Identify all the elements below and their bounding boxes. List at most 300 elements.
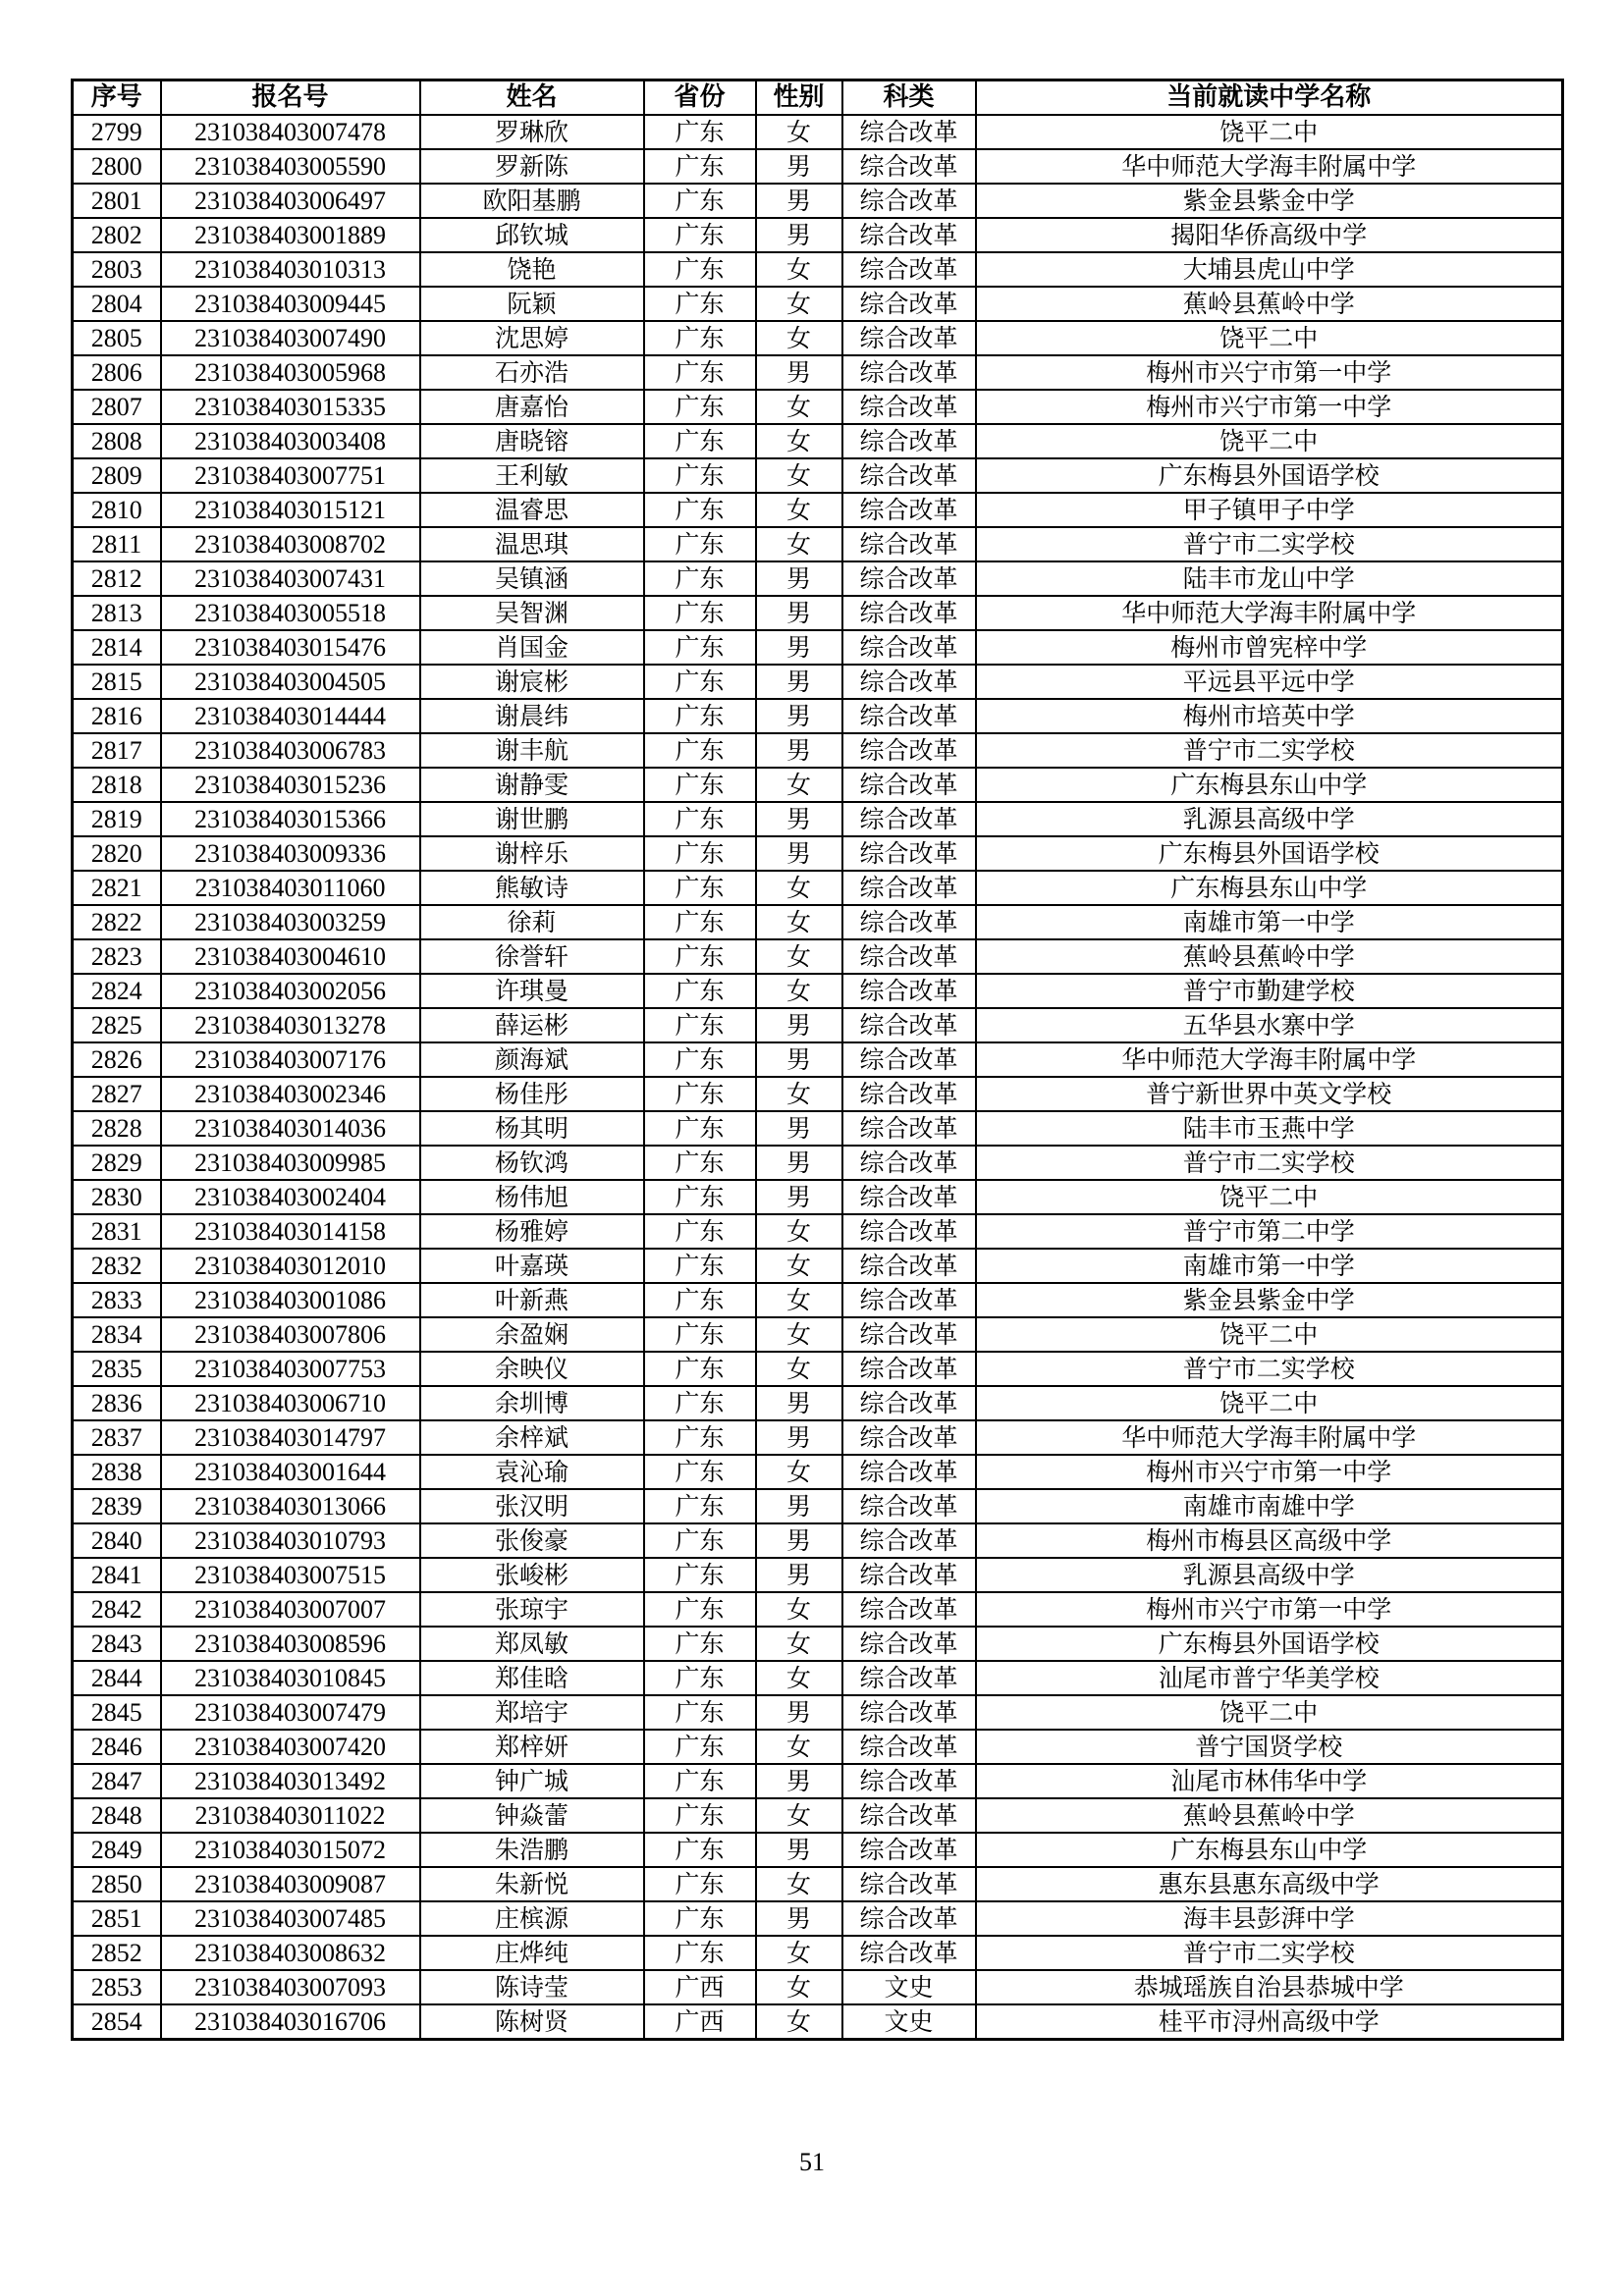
registration-number-cell: 231038403007478: [161, 115, 420, 149]
serial-number-cell: 2822: [73, 905, 161, 939]
registration-number-cell: 231038403011022: [161, 1798, 420, 1833]
registration-number-cell: 231038403001889: [161, 218, 420, 252]
table-row: [73, 1180, 1563, 1214]
serial-number-cell: 2801: [73, 184, 161, 218]
registration-number-cell: 231038403007490: [161, 321, 420, 355]
registration-number-cell: 231038403009445: [161, 287, 420, 321]
table-body: [73, 115, 1563, 2040]
gender-cell: 女: [756, 1214, 842, 1249]
province-cell: 广东: [644, 287, 756, 321]
registration-number-cell: 231038403014444: [161, 699, 420, 733]
serial-number-cell: 2813: [73, 596, 161, 630]
registration-number-cell: 231038403007007: [161, 1592, 420, 1627]
registration-number-cell: 231038403012010: [161, 1249, 420, 1283]
province-cell: 广东: [644, 871, 756, 905]
province-cell: 广东: [644, 1867, 756, 1901]
registration-number-cell: 231038403007431: [161, 561, 420, 596]
province-cell: 广东: [644, 733, 756, 768]
serial-number-cell: 2820: [73, 836, 161, 871]
name-cell: 吴镇涵: [420, 561, 644, 596]
subject-category-cell: 综合改革: [842, 1249, 976, 1283]
serial-number-cell: 2838: [73, 1455, 161, 1489]
subject-category-cell: 文史: [842, 2004, 976, 2040]
name-cell: 谢世鹏: [420, 802, 644, 836]
province-cell: 广东: [644, 493, 756, 527]
subject-category-cell: 综合改革: [842, 1146, 976, 1180]
province-cell: 广东: [644, 115, 756, 149]
school-cell: 普宁市二实学校: [976, 527, 1563, 561]
table-row: [73, 596, 1563, 630]
subject-category-cell: 综合改革: [842, 1455, 976, 1489]
name-cell: 杨钦鸿: [420, 1146, 644, 1180]
province-cell: 广东: [644, 1833, 756, 1867]
province-cell: 广东: [644, 561, 756, 596]
name-cell: 余映仪: [420, 1352, 644, 1386]
school-cell: 饶平二中: [976, 424, 1563, 458]
name-cell: 叶嘉瑛: [420, 1249, 644, 1283]
name-cell: 郑凤敏: [420, 1627, 644, 1661]
gender-cell: 男: [756, 836, 842, 871]
serial-number-cell: 2829: [73, 1146, 161, 1180]
name-cell: 薛运彬: [420, 1008, 644, 1042]
serial-number-cell: 2842: [73, 1592, 161, 1627]
table-row: [73, 699, 1563, 733]
province-cell: 广东: [644, 1180, 756, 1214]
registration-number-cell: 231038403007176: [161, 1042, 420, 1077]
school-cell: 大埔县虎山中学: [976, 252, 1563, 287]
header-gender: 性别: [756, 80, 842, 116]
school-cell: 南雄市第一中学: [976, 1249, 1563, 1283]
province-cell: 广东: [644, 699, 756, 733]
school-cell: 蕉岭县蕉岭中学: [976, 287, 1563, 321]
subject-category-cell: 综合改革: [842, 1695, 976, 1730]
table-row: [73, 1695, 1563, 1730]
registration-number-cell: 231038403008596: [161, 1627, 420, 1661]
subject-category-cell: 综合改革: [842, 424, 976, 458]
table-row: [73, 1558, 1563, 1592]
school-cell: 广东梅县东山中学: [976, 871, 1563, 905]
subject-category-cell: 综合改革: [842, 596, 976, 630]
subject-category-cell: 综合改革: [842, 1386, 976, 1420]
gender-cell: 女: [756, 321, 842, 355]
province-cell: 广东: [644, 1627, 756, 1661]
gender-cell: 女: [756, 1867, 842, 1901]
registration-number-cell: 231038403003259: [161, 905, 420, 939]
school-cell: 蕉岭县蕉岭中学: [976, 939, 1563, 974]
table-row: [73, 1523, 1563, 1558]
name-cell: 颜海斌: [420, 1042, 644, 1077]
table-row: [73, 1970, 1563, 2004]
name-cell: 杨其明: [420, 1111, 644, 1146]
subject-category-cell: 综合改革: [842, 905, 976, 939]
serial-number-cell: 2833: [73, 1283, 161, 1317]
school-cell: 普宁市勤建学校: [976, 974, 1563, 1008]
province-cell: 广东: [644, 424, 756, 458]
gender-cell: 女: [756, 1798, 842, 1833]
name-cell: 谢晨纬: [420, 699, 644, 733]
gender-cell: 男: [756, 218, 842, 252]
subject-category-cell: 综合改革: [842, 665, 976, 699]
gender-cell: 女: [756, 1661, 842, 1695]
serial-number-cell: 2844: [73, 1661, 161, 1695]
registration-number-cell: 231038403004505: [161, 665, 420, 699]
name-cell: 石亦浩: [420, 355, 644, 390]
table-row: [73, 1283, 1563, 1317]
school-cell: 梅州市培英中学: [976, 699, 1563, 733]
gender-cell: 男: [756, 561, 842, 596]
school-cell: 华中师范大学海丰附属中学: [976, 1420, 1563, 1455]
subject-category-cell: 综合改革: [842, 184, 976, 218]
table-row: [73, 115, 1563, 149]
gender-cell: 女: [756, 974, 842, 1008]
name-cell: 温思琪: [420, 527, 644, 561]
gender-cell: 女: [756, 458, 842, 493]
table-row: [73, 665, 1563, 699]
gender-cell: 女: [756, 424, 842, 458]
school-cell: 恭城瑶族自治县恭城中学: [976, 1970, 1563, 2004]
name-cell: 熊敏诗: [420, 871, 644, 905]
registration-number-cell: 231038403013066: [161, 1489, 420, 1523]
serial-number-cell: 2831: [73, 1214, 161, 1249]
name-cell: 欧阳基鹏: [420, 184, 644, 218]
subject-category-cell: 综合改革: [842, 939, 976, 974]
school-cell: 广东梅县外国语学校: [976, 836, 1563, 871]
serial-number-cell: 2826: [73, 1042, 161, 1077]
gender-cell: 男: [756, 1764, 842, 1798]
table-row: [73, 1317, 1563, 1352]
subject-category-cell: 综合改革: [842, 1558, 976, 1592]
province-cell: 广西: [644, 1970, 756, 2004]
table-row: [73, 1420, 1563, 1455]
province-cell: 广东: [644, 1386, 756, 1420]
table-row: [73, 2004, 1563, 2040]
school-cell: 华中师范大学海丰附属中学: [976, 149, 1563, 184]
province-cell: 广东: [644, 355, 756, 390]
school-cell: 梅州市兴宁市第一中学: [976, 390, 1563, 424]
header-name: 姓名: [420, 80, 644, 116]
registration-number-cell: 231038403015121: [161, 493, 420, 527]
gender-cell: 男: [756, 1042, 842, 1077]
school-cell: 紫金县紫金中学: [976, 1283, 1563, 1317]
admission-list-table: [71, 79, 1564, 2041]
subject-category-cell: 综合改革: [842, 1180, 976, 1214]
registration-number-cell: 231038403014797: [161, 1420, 420, 1455]
serial-number-cell: 2814: [73, 630, 161, 665]
gender-cell: 女: [756, 390, 842, 424]
gender-cell: 男: [756, 355, 842, 390]
subject-category-cell: 综合改革: [842, 218, 976, 252]
serial-number-cell: 2847: [73, 1764, 161, 1798]
serial-number-cell: 2808: [73, 424, 161, 458]
school-cell: 饶平二中: [976, 115, 1563, 149]
registration-number-cell: 231038403009985: [161, 1146, 420, 1180]
gender-cell: 女: [756, 1317, 842, 1352]
table-row: [73, 561, 1563, 596]
school-cell: 普宁国贤学校: [976, 1730, 1563, 1764]
subject-category-cell: 综合改革: [842, 493, 976, 527]
gender-cell: 女: [756, 493, 842, 527]
table-row: [73, 527, 1563, 561]
subject-category-cell: 综合改革: [842, 527, 976, 561]
province-cell: 广东: [644, 1936, 756, 1970]
school-cell: 普宁市二实学校: [976, 1146, 1563, 1180]
province-cell: 广东: [644, 1352, 756, 1386]
province-cell: 广东: [644, 1249, 756, 1283]
school-cell: 梅州市梅县区高级中学: [976, 1523, 1563, 1558]
school-cell: 紫金县紫金中学: [976, 184, 1563, 218]
gender-cell: 男: [756, 1386, 842, 1420]
registration-number-cell: 231038403008632: [161, 1936, 420, 1970]
school-cell: 梅州市兴宁市第一中学: [976, 355, 1563, 390]
name-cell: 陈树贤: [420, 2004, 644, 2040]
serial-number-cell: 2841: [73, 1558, 161, 1592]
province-cell: 广东: [644, 527, 756, 561]
gender-cell: 男: [756, 1833, 842, 1867]
serial-number-cell: 2837: [73, 1420, 161, 1455]
registration-number-cell: 231038403005518: [161, 596, 420, 630]
registration-number-cell: 231038403006783: [161, 733, 420, 768]
subject-category-cell: 综合改革: [842, 458, 976, 493]
name-cell: 饶艳: [420, 252, 644, 287]
table-row: [73, 184, 1563, 218]
name-cell: 徐莉: [420, 905, 644, 939]
school-cell: 普宁市二实学校: [976, 733, 1563, 768]
name-cell: 谢丰航: [420, 733, 644, 768]
table-row: [73, 1764, 1563, 1798]
subject-category-cell: 综合改革: [842, 836, 976, 871]
subject-category-cell: 综合改革: [842, 802, 976, 836]
subject-category-cell: 综合改革: [842, 1798, 976, 1833]
registration-number-cell: 231038403009087: [161, 1867, 420, 1901]
table-row: [73, 768, 1563, 802]
name-cell: 吴智渊: [420, 596, 644, 630]
subject-category-cell: 综合改革: [842, 1042, 976, 1077]
name-cell: 谢梓乐: [420, 836, 644, 871]
registration-number-cell: 231038403001086: [161, 1283, 420, 1317]
registration-number-cell: 231038403015335: [161, 390, 420, 424]
serial-number-cell: 2824: [73, 974, 161, 1008]
province-cell: 广东: [644, 1558, 756, 1592]
registration-number-cell: 231038403002346: [161, 1077, 420, 1111]
table-row: [73, 1798, 1563, 1833]
province-cell: 广东: [644, 1317, 756, 1352]
table-row: [73, 218, 1563, 252]
province-cell: 广东: [644, 1661, 756, 1695]
subject-category-cell: 综合改革: [842, 1283, 976, 1317]
table-row: [73, 733, 1563, 768]
province-cell: 广东: [644, 802, 756, 836]
table-row: [73, 802, 1563, 836]
school-cell: 广东梅县东山中学: [976, 1833, 1563, 1867]
province-cell: 广东: [644, 1077, 756, 1111]
gender-cell: 女: [756, 115, 842, 149]
name-cell: 罗琳欣: [420, 115, 644, 149]
gender-cell: 男: [756, 665, 842, 699]
province-cell: 广东: [644, 458, 756, 493]
serial-number-cell: 2854: [73, 2004, 161, 2040]
subject-category-cell: 综合改革: [842, 1077, 976, 1111]
gender-cell: 男: [756, 1008, 842, 1042]
name-cell: 沈思婷: [420, 321, 644, 355]
registration-number-cell: 231038403014036: [161, 1111, 420, 1146]
registration-number-cell: 231038403007479: [161, 1695, 420, 1730]
province-cell: 广东: [644, 1592, 756, 1627]
table-row: [73, 1249, 1563, 1283]
header-serial-number: 序号: [73, 80, 161, 116]
subject-category-cell: 综合改革: [842, 768, 976, 802]
registration-number-cell: 231038403011060: [161, 871, 420, 905]
table-row: [73, 149, 1563, 184]
name-cell: 余盈娴: [420, 1317, 644, 1352]
serial-number-cell: 2810: [73, 493, 161, 527]
serial-number-cell: 2846: [73, 1730, 161, 1764]
registration-number-cell: 231038403008702: [161, 527, 420, 561]
subject-category-cell: 综合改革: [842, 1352, 976, 1386]
registration-number-cell: 231038403009336: [161, 836, 420, 871]
name-cell: 徐誉轩: [420, 939, 644, 974]
serial-number-cell: 2825: [73, 1008, 161, 1042]
school-cell: 蕉岭县蕉岭中学: [976, 1798, 1563, 1833]
school-cell: 广东梅县外国语学校: [976, 458, 1563, 493]
table-row: [73, 1455, 1563, 1489]
gender-cell: 男: [756, 149, 842, 184]
province-cell: 广东: [644, 1798, 756, 1833]
table-row: [73, 630, 1563, 665]
serial-number-cell: 2848: [73, 1798, 161, 1833]
subject-category-cell: 综合改革: [842, 561, 976, 596]
gender-cell: 女: [756, 287, 842, 321]
serial-number-cell: 2851: [73, 1901, 161, 1936]
province-cell: 广东: [644, 184, 756, 218]
serial-number-cell: 2818: [73, 768, 161, 802]
subject-category-cell: 综合改革: [842, 699, 976, 733]
registration-number-cell: 231038403010313: [161, 252, 420, 287]
name-cell: 郑梓妍: [420, 1730, 644, 1764]
subject-category-cell: 综合改革: [842, 1901, 976, 1936]
gender-cell: 男: [756, 630, 842, 665]
registration-number-cell: 231038403007753: [161, 1352, 420, 1386]
table-row: [73, 355, 1563, 390]
gender-cell: 男: [756, 1523, 842, 1558]
province-cell: 广东: [644, 390, 756, 424]
school-cell: 平远县平远中学: [976, 665, 1563, 699]
school-cell: 普宁市二实学校: [976, 1936, 1563, 1970]
registration-number-cell: 231038403007485: [161, 1901, 420, 1936]
school-cell: 南雄市第一中学: [976, 905, 1563, 939]
subject-category-cell: 综合改革: [842, 1489, 976, 1523]
table-row: [73, 1386, 1563, 1420]
school-cell: 饶平二中: [976, 1695, 1563, 1730]
table-row: [73, 287, 1563, 321]
province-cell: 广东: [644, 1489, 756, 1523]
table-header-row: [73, 80, 1563, 116]
school-cell: 汕尾市普宁华美学校: [976, 1661, 1563, 1695]
school-cell: 惠东县惠东高级中学: [976, 1867, 1563, 1901]
header-current-school: 当前就读中学名称: [976, 80, 1563, 116]
serial-number-cell: 2852: [73, 1936, 161, 1970]
name-cell: 谢宸彬: [420, 665, 644, 699]
subject-category-cell: 综合改革: [842, 287, 976, 321]
name-cell: 温睿思: [420, 493, 644, 527]
province-cell: 广东: [644, 1042, 756, 1077]
serial-number-cell: 2850: [73, 1867, 161, 1901]
registration-number-cell: 231038403010793: [161, 1523, 420, 1558]
table-row: [73, 252, 1563, 287]
province-cell: 广东: [644, 1283, 756, 1317]
gender-cell: 女: [756, 1627, 842, 1661]
registration-number-cell: 231038403007515: [161, 1558, 420, 1592]
serial-number-cell: 2845: [73, 1695, 161, 1730]
gender-cell: 男: [756, 1111, 842, 1146]
gender-cell: 女: [756, 1249, 842, 1283]
province-cell: 广东: [644, 1764, 756, 1798]
table-row: [73, 1489, 1563, 1523]
province-cell: 广东: [644, 1008, 756, 1042]
province-cell: 广东: [644, 1695, 756, 1730]
name-cell: 郑佳晗: [420, 1661, 644, 1695]
subject-category-cell: 综合改革: [842, 390, 976, 424]
serial-number-cell: 2804: [73, 287, 161, 321]
gender-cell: 女: [756, 1936, 842, 1970]
gender-cell: 男: [756, 596, 842, 630]
province-cell: 广东: [644, 321, 756, 355]
registration-number-cell: 231038403007806: [161, 1317, 420, 1352]
name-cell: 余圳博: [420, 1386, 644, 1420]
subject-category-cell: 综合改革: [842, 974, 976, 1008]
school-cell: 揭阳华侨高级中学: [976, 218, 1563, 252]
subject-category-cell: 综合改革: [842, 1730, 976, 1764]
registration-number-cell: 231038403014158: [161, 1214, 420, 1249]
name-cell: 张俊豪: [420, 1523, 644, 1558]
gender-cell: 女: [756, 1352, 842, 1386]
province-cell: 广东: [644, 1523, 756, 1558]
school-cell: 饶平二中: [976, 321, 1563, 355]
table-row: [73, 1214, 1563, 1249]
table-row: [73, 1146, 1563, 1180]
gender-cell: 女: [756, 1592, 842, 1627]
gender-cell: 女: [756, 1455, 842, 1489]
subject-category-cell: 综合改革: [842, 733, 976, 768]
page-number: 51: [799, 2148, 825, 2176]
province-cell: 广东: [644, 1146, 756, 1180]
province-cell: 广东: [644, 1420, 756, 1455]
school-cell: 汕尾市林伟华中学: [976, 1764, 1563, 1798]
serial-number-cell: 2830: [73, 1180, 161, 1214]
school-cell: 广东梅县外国语学校: [976, 1627, 1563, 1661]
name-cell: 叶新燕: [420, 1283, 644, 1317]
name-cell: 唐晓镕: [420, 424, 644, 458]
table-row: [73, 493, 1563, 527]
serial-number-cell: 2853: [73, 1970, 161, 2004]
gender-cell: 女: [756, 871, 842, 905]
serial-number-cell: 2815: [73, 665, 161, 699]
table-row: [73, 905, 1563, 939]
school-cell: 饶平二中: [976, 1180, 1563, 1214]
province-cell: 广东: [644, 596, 756, 630]
subject-category-cell: 综合改革: [842, 1523, 976, 1558]
gender-cell: 男: [756, 733, 842, 768]
subject-category-cell: 综合改革: [842, 630, 976, 665]
name-cell: 肖国金: [420, 630, 644, 665]
school-cell: 桂平市浔州高级中学: [976, 2004, 1563, 2040]
name-cell: 杨雅婷: [420, 1214, 644, 1249]
registration-number-cell: 231038403015366: [161, 802, 420, 836]
registration-number-cell: 231038403006497: [161, 184, 420, 218]
table-row: [73, 871, 1563, 905]
gender-cell: 男: [756, 699, 842, 733]
subject-category-cell: 综合改革: [842, 1867, 976, 1901]
name-cell: 阮颖: [420, 287, 644, 321]
